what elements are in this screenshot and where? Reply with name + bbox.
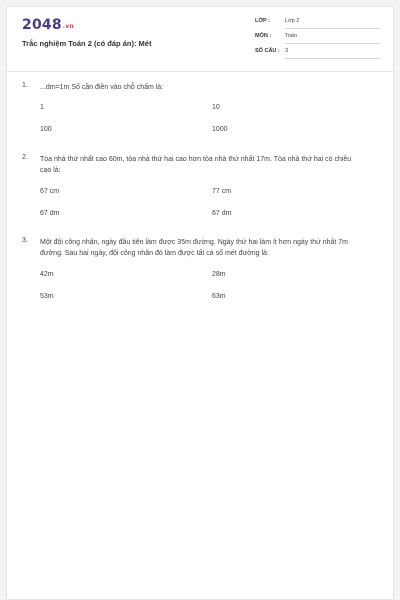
answer-option-b[interactable]: 10 [212, 104, 220, 111]
meta-row-class [255, 18, 381, 33]
worksheet-title: Trắc nghiệm Toán 2 (có đáp án): Mét [22, 39, 152, 48]
meta-label-question-count: SỐ CÂU : [255, 48, 280, 54]
answer-option-d[interactable]: 63m [212, 293, 226, 300]
meta-row-question-count [255, 48, 381, 63]
meta-label-class: LỚP : [255, 18, 270, 24]
worksheet-page [6, 6, 394, 600]
answer-option-d[interactable]: 1000 [212, 126, 228, 133]
worksheet-meta [255, 18, 381, 63]
meta-value-subject: Toán [285, 33, 381, 44]
answer-option-a[interactable]: 1 [40, 104, 44, 111]
answer-option-b[interactable]: 77 cm [212, 188, 232, 195]
question-number: 2. [22, 154, 28, 161]
question-text: Một đội công nhân, ngày đầu tiên làm được 35m đường. Ngày thứ hai làm ít hơn ngày thứ nhất 7m đường. Sau hai ngày, đội công nhân đó làm được tất cả số mét đường là: [40, 239, 349, 257]
meta-value-class: Lớp 2 [285, 18, 381, 29]
question-number: 3. [22, 237, 28, 244]
meta-label-subject: MÔN : [255, 33, 272, 39]
logo-text: 2048 [22, 17, 62, 33]
question-text: ...dm=1m Số cần điền vào chỗ chấm là: [40, 84, 164, 91]
answer-option-b[interactable]: 28m [212, 271, 226, 278]
logo-suffix: .vn [62, 23, 74, 30]
answer-option-a[interactable]: 67 cm [40, 188, 60, 195]
worksheet-header [7, 7, 393, 72]
meta-value-question-count: 3 [285, 48, 381, 59]
question-number: 1. [22, 82, 28, 89]
question-text: Tòa nhà thứ nhất cao 60m, tòa nhà thứ hai cao hơn tòa nhà thứ nhất 17m. Tòa nhà thứ hai có chiều cao là: [40, 156, 352, 174]
answer-option-c[interactable]: 67 dm [40, 210, 60, 217]
answer-option-c[interactable]: 53m [40, 293, 54, 300]
answer-option-a[interactable]: 42m [40, 271, 54, 278]
site-logo[interactable] [22, 17, 74, 33]
answer-option-d[interactable]: 67 dm [212, 210, 232, 217]
meta-row-subject [255, 33, 381, 48]
answer-option-c[interactable]: 100 [40, 126, 52, 133]
